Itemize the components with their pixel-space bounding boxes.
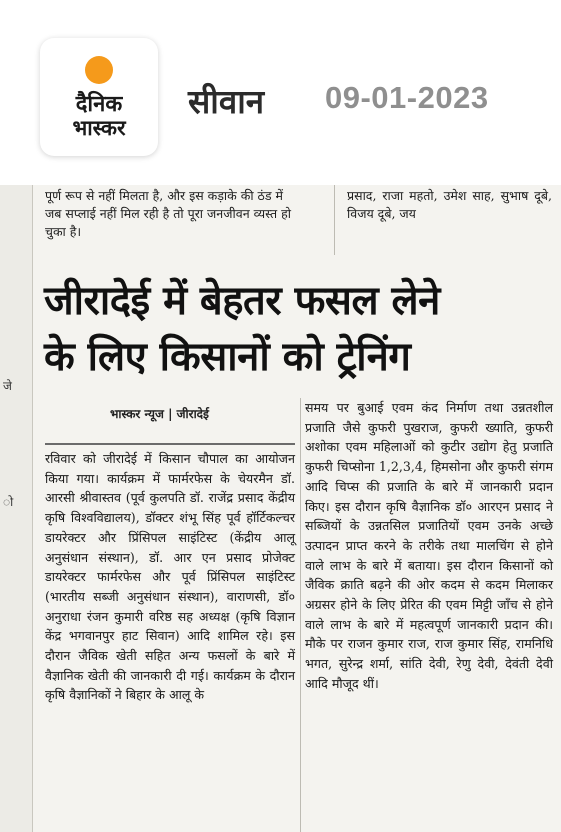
headline-line-1: जीरादेई में बेहतर फसल लेने <box>44 278 440 324</box>
logo-text-line2: भास्कर <box>72 116 126 140</box>
newspaper-clipping <box>0 185 561 832</box>
strip-fragment: ो <box>3 495 14 509</box>
column-divider <box>300 398 301 832</box>
adjacent-column-strip <box>0 185 33 832</box>
previous-article-fragment-right: प्रसाद, राजा महतो, उमेश साह, सुभाष दूबे, विजय दूबे, जय <box>347 188 552 221</box>
dainik-bhaskar-logo[interactable] <box>40 38 158 156</box>
edition-date: 09-01-2023 <box>325 80 489 115</box>
previous-article-fragment-left: पूर्ण रूप से नहीं मिलता है, और इस कड़ाके की ठंड में जब सप्लाई नहीं मिल रही है तो पूरा जनजीवन व्यस्त हो चुका है। <box>45 188 291 239</box>
article-column-1: रविवार को जीरादेई में किसान चौपाल का आयोजन किया गया। कार्यक्रम में फार्मरफेस के चेयरमैन डॉ. आरसी श्रीवास्तव (पूर्व कुलपति डॉ. राजेंद्र प्रसाद केंद्रीय कृषि विश्वविद्यालय), डॉक्टर शंभू सिंह पूर्व हॉर्टिकल्चर डायरेक्टर और प्रिंसिपल साइंटिस्ट (केंद्रीय आलू अनुसंधान संस्थान), डॉ. आर एन प्रसाद प्रोजेक्ट डायरेक्टर फार्मरफेस और पूर्व प्रिंसिपल साइंटिस्ट (भारतीय सब्जी अनुसंधान संस्थान), वाराणसी, डॉ० अनुराधा रंजन कुमारी वरिष्ठ सह अध्यक्ष (कृषि विज्ञान केंद्र भगवानपुर हाट सिवान) आदि शामिल रहे। इस दौरान जैविक खेती सहित अन्य फसलों के बारे में वैज्ञानिक खेती की जानकारी दी गई। कार्यक्रम के दौरान कृषि वैज्ञानिकों ने बिहार के आलू के <box>45 443 295 705</box>
edition-city: सीवान <box>188 82 265 121</box>
byline: भास्कर न्यूज | जीरादेई <box>110 407 209 421</box>
article-headline <box>44 273 554 385</box>
logo-text-line1: दैनिक <box>75 92 123 117</box>
app-header <box>0 0 561 185</box>
sun-icon <box>85 56 113 84</box>
column-divider <box>334 185 335 255</box>
article-column-2: समय पर बुआई एवम कंद निर्माण तथा उन्नतशील प्रजाति जैसे कुफरी पुखराज, कुफरी ख्याति, कुफरी अशोका एवम महिलाओं को कुटीर उद्योग हेतु प्रजाति कुफरी चिप्सोना 1,2,3,4, हिमसोना और कुफरी संगम आदि चिप्स की प्रजाति के बारे में जानकारी प्रदान किए। इस दौरान कृषि वैज्ञानिक डॉ० आरएन प्रसाद ने सब्जियों के उन्नतसिल प्रजातियों एवम उनके अच्छे उत्पादन प्राप्त करने के तरीके तथा मालचिंग से होने वाले लाभ के बारे में बताया। इस दौरान किसानों को जैविक क्राति बढ़ने की ओर कदम से कदम मिलाकर अग्रसर होने के लिए प्रेरित की एवम मिट्टी जाँच से होने वाले लाभ के बारे में महत्वपूर्ण जानकारी प्रदान की।मौके पर राजन कुमार राज, राज कुमार सिंह, रामनिधि भगत, सुरेन्द्र शर्मा, सांति देवी, रेणु देवी, देवंती देवी आदि मौजूद थीं। <box>305 400 553 691</box>
strip-fragment: जे <box>3 379 12 393</box>
headline-line-2: के लिए किसानों को ट्रेनिंग <box>44 334 411 380</box>
